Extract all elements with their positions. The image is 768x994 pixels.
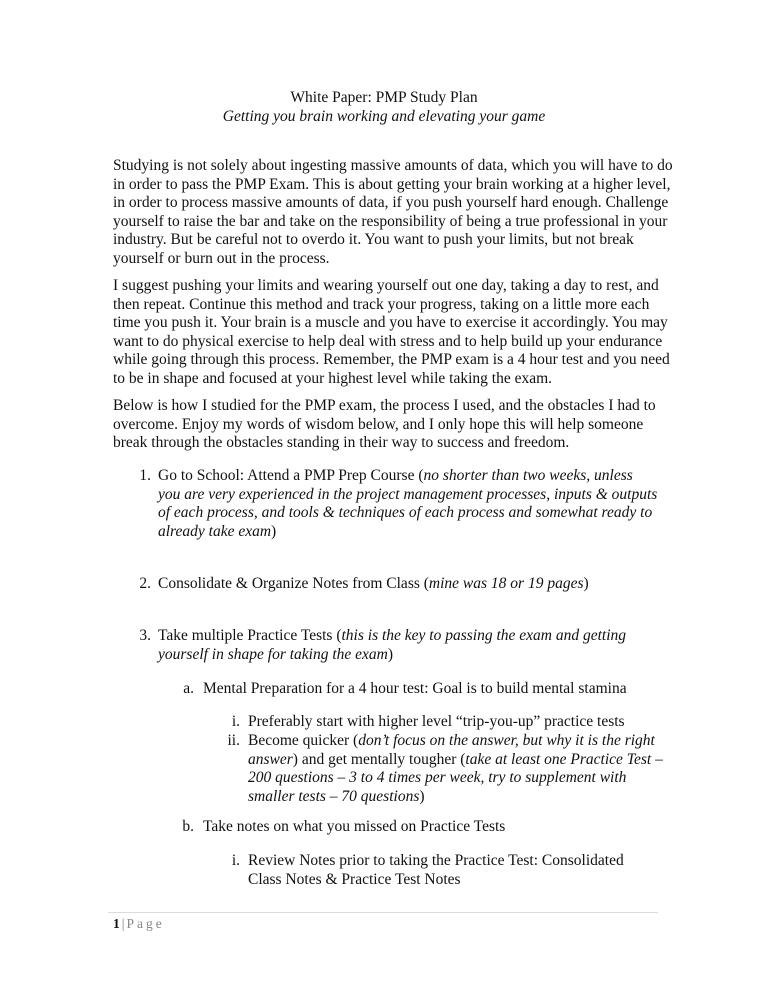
page-number: 1 (113, 916, 120, 931)
paragraph-intro: Studying is not solely about ingesting massive amounts of data, which you will have to do in order to pass the PMP Exam. This is about getting your brain working at a higher level, in order to process massive amounts of data, if you push yourself hard enough. Challenge yourself to raise the bar and take on the responsibility of being a true professional in your industry. But be careful not to overdo it. You want to push your limits, but not break yourself or burn out in the process. (113, 157, 673, 267)
list-marker: i. (231, 852, 240, 869)
list-item-text: Review Notes prior to taking the Practice Test: Consolidated Class Notes & Practice Test Notes (248, 852, 624, 888)
document-subtitle: Getting you brain working and elevating your game (222, 108, 546, 125)
list-item-note: take at least one Practice Test – 200 questions – 3 to 4 times per week, try to supplement with smaller tests – 70 questions (248, 750, 663, 805)
list-marker: ii. (227, 732, 240, 749)
list-marker: i. (231, 713, 240, 730)
list-item-text: Go to School: Attend a PMP Prep Course (no shorter than two weeks, unless you are very experienced in the project management processes, inputs & outputs of each process, and tools & techniques of each process and somewhat ready to already take exam) (158, 467, 658, 540)
list-item-note: mine was 18 or 19 pages (428, 575, 584, 592)
page-label: Page (126, 916, 165, 931)
list-marker: 3. (139, 627, 151, 644)
footer-divider (108, 912, 658, 913)
list-marker: 2. (139, 575, 151, 592)
page-footer (113, 915, 165, 933)
list-item-note: don’t focus on the answer, but why it is the right answer (248, 732, 655, 768)
list-item-text: Mental Preparation for a 4 hour test: Goal is to build mental stamina (203, 680, 627, 697)
list-marker: 1. (139, 467, 151, 484)
footer-separator: | (121, 916, 125, 931)
document-title: White Paper: PMP Study Plan (290, 89, 478, 106)
list-marker: a. (183, 680, 194, 697)
list-item-text: Preferably start with higher level “trip-you-up” practice tests (248, 713, 625, 730)
list-marker: b. (182, 818, 194, 835)
list-item-note: this is the key to passing the exam and getting yourself in shape for taking the exam (158, 627, 627, 663)
list-item-text: Take notes on what you missed on Practice Tests (203, 818, 506, 835)
list-item-text: Become quicker (don’t focus on the answer, but why it is the right answer) and get mentally tougher (take at least one Practice Test – 200 questions – 3 to 4 times per week, try to supplement with smaller tests – 70 questions) (248, 732, 663, 805)
list-item-text: Take multiple Practice Tests (this is the key to passing the exam and getting yourself in shape for taking the exam) (158, 627, 627, 663)
paragraph-method: I suggest pushing your limits and wearing yourself out one day, taking a day to rest, and then repeat. Continue this method and track your progress, taking on a little more each time you push it. Your brain is a muscle and you have to exercise it accordingly. You may want to do physical exercise to help deal with stress and to help build up your endurance while going through this process. Remember, the PMP exam is a 4 hour test and you need to be in shape and focused at your highest level while taking the exam. (113, 277, 670, 387)
list-item-text: Consolidate & Organize Notes from Class (mine was 18 or 19 pages) (158, 575, 589, 592)
paragraph-overview: Below is how I studied for the PMP exam, the process I used, and the obstacles I had to overcome. Enjoy my words of wisdom below, and I only hope this will help someone break through the obstacles standing in their way to success and freedom. (113, 397, 656, 452)
list-item-note: no shorter than two weeks, unless you are very experienced in the project management processes, inputs & outputs of each process, and tools & techniques of each process and somewhat ready to already take exam (158, 467, 658, 540)
